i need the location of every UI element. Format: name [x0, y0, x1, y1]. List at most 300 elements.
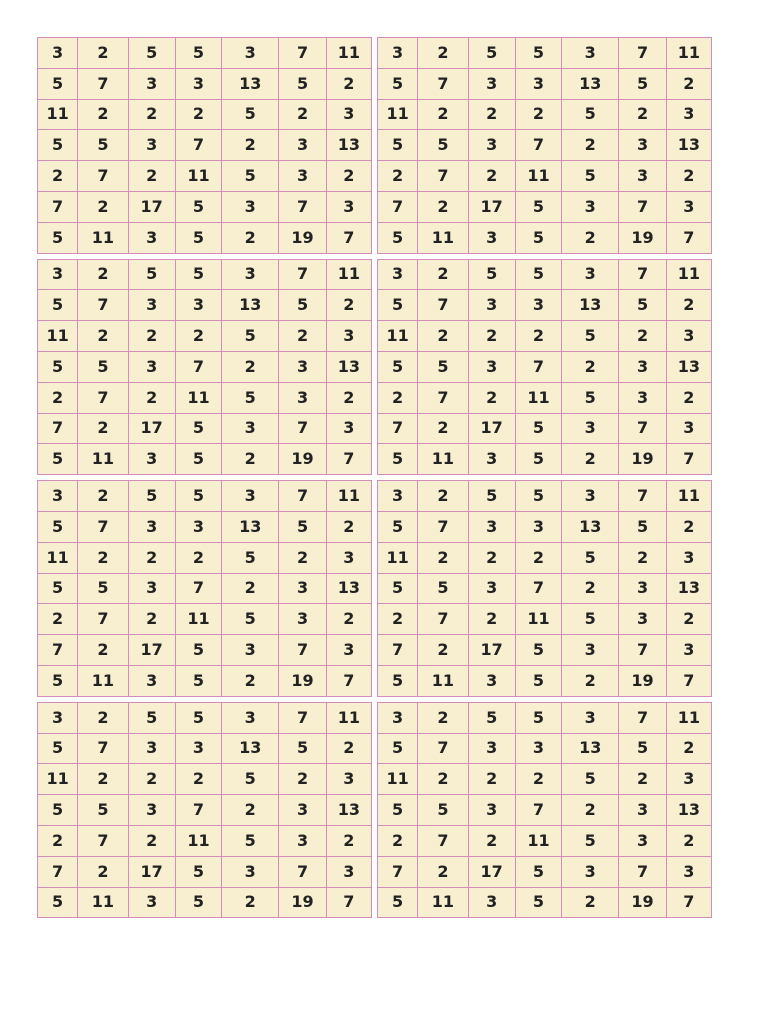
grid-cell: 5 [128, 38, 175, 69]
grid-cell: 7 [515, 795, 561, 826]
grid-row [38, 191, 372, 222]
grid-cell: 2 [378, 604, 418, 635]
grid-cell: 2 [222, 130, 279, 161]
grid-cell: 5 [279, 290, 326, 321]
grid-cell: 7 [619, 635, 666, 666]
grid-cell: 5 [418, 351, 468, 382]
grid-row [38, 887, 372, 918]
grid-cell: 17 [128, 856, 175, 887]
grid-cell: 7 [279, 635, 326, 666]
grid-row [378, 825, 712, 856]
grid-cell: 13 [666, 573, 711, 604]
grid-cell: 5 [562, 99, 619, 130]
grid-cell: 5 [468, 481, 515, 512]
grid-cell: 2 [418, 856, 468, 887]
grid-cell: 7 [326, 665, 371, 696]
grid-cell: 2 [222, 665, 279, 696]
grid-cell: 13 [666, 351, 711, 382]
grid-row [38, 222, 372, 253]
grid-cell: 3 [128, 130, 175, 161]
grid-row [378, 290, 712, 321]
grid-cell: 7 [418, 161, 468, 192]
number-grid-panel [377, 480, 712, 697]
grid-cell: 7 [666, 222, 711, 253]
grid-cell: 3 [619, 573, 666, 604]
grid-row [378, 130, 712, 161]
grid-cell: 3 [562, 702, 619, 733]
grid-cell: 13 [562, 290, 619, 321]
grid-cell: 5 [515, 635, 561, 666]
grid-cell: 17 [468, 413, 515, 444]
grid-cell: 2 [515, 542, 561, 573]
grid-cell: 7 [279, 702, 326, 733]
grid-cell: 3 [38, 481, 78, 512]
grid-cell: 3 [515, 290, 561, 321]
grid-cell: 19 [619, 222, 666, 253]
grid-cell: 2 [128, 161, 175, 192]
grid-cell: 5 [222, 99, 279, 130]
grid-cell: 2 [128, 382, 175, 413]
grid-row [38, 733, 372, 764]
grid-cell: 11 [515, 382, 561, 413]
grid-cell: 19 [279, 444, 326, 475]
grid-cell: 3 [38, 259, 78, 290]
grid-cell: 2 [378, 161, 418, 192]
grid-cell: 3 [515, 68, 561, 99]
grid-row [38, 665, 372, 696]
grid-cell: 5 [38, 444, 78, 475]
grid-row [38, 635, 372, 666]
grid-cell: 3 [175, 511, 221, 542]
grid-cell: 7 [175, 795, 221, 826]
panel-row [37, 480, 713, 697]
grid-cell: 5 [222, 321, 279, 352]
grid-cell: 2 [128, 604, 175, 635]
grid-row [378, 191, 712, 222]
grid-cell: 3 [279, 161, 326, 192]
grid-cell: 11 [78, 444, 128, 475]
grid-cell: 2 [222, 573, 279, 604]
grid-cell: 5 [418, 130, 468, 161]
grid-cell: 7 [78, 825, 128, 856]
grid-cell: 2 [418, 635, 468, 666]
grid-cell: 3 [619, 161, 666, 192]
grid-cell: 5 [175, 259, 221, 290]
grid-cell: 3 [468, 733, 515, 764]
grid-cell: 13 [562, 733, 619, 764]
grid-cell: 5 [378, 665, 418, 696]
grid-cell: 2 [222, 222, 279, 253]
grid-cell: 2 [38, 604, 78, 635]
grid-cell: 5 [175, 38, 221, 69]
grid-cell: 13 [326, 795, 371, 826]
grid-cell: 2 [418, 259, 468, 290]
grid-cell: 3 [468, 665, 515, 696]
grid-cell: 5 [222, 542, 279, 573]
grid-cell: 19 [619, 887, 666, 918]
grid-cell: 11 [666, 38, 711, 69]
grid-row [38, 702, 372, 733]
grid-cell: 3 [222, 191, 279, 222]
grid-cell: 7 [619, 38, 666, 69]
grid-cell: 13 [222, 511, 279, 542]
grid-cell: 2 [468, 604, 515, 635]
grid-cell: 5 [562, 321, 619, 352]
grid-cell: 5 [515, 481, 561, 512]
grid-cell: 5 [222, 161, 279, 192]
grid-cell: 2 [128, 321, 175, 352]
grid-cell: 2 [279, 542, 326, 573]
grid-cell: 11 [38, 99, 78, 130]
grid-cell: 13 [326, 130, 371, 161]
grid-cell: 5 [78, 573, 128, 604]
grid-cell: 11 [418, 222, 468, 253]
grid-cell: 3 [222, 702, 279, 733]
grid-cell: 2 [378, 825, 418, 856]
grid-cell: 5 [128, 702, 175, 733]
grid-cell: 2 [128, 99, 175, 130]
grid-cell: 7 [418, 290, 468, 321]
grid-cell: 3 [279, 382, 326, 413]
grid-cell: 3 [175, 290, 221, 321]
grid-cell: 5 [222, 382, 279, 413]
grid-cell: 2 [78, 635, 128, 666]
grid-cell: 2 [418, 413, 468, 444]
grid-cell: 2 [619, 321, 666, 352]
grid-cell: 2 [175, 99, 221, 130]
grid-cell: 2 [468, 825, 515, 856]
grid-cell: 7 [175, 130, 221, 161]
grid-cell: 11 [38, 321, 78, 352]
grid-cell: 3 [128, 222, 175, 253]
grid-cell: 2 [326, 604, 371, 635]
grid-cell: 2 [562, 351, 619, 382]
grid-cell: 2 [468, 99, 515, 130]
grid-cell: 13 [222, 68, 279, 99]
grid-cell: 5 [378, 887, 418, 918]
grid-cell: 7 [78, 161, 128, 192]
grid-cell: 2 [78, 702, 128, 733]
grid-cell: 3 [468, 222, 515, 253]
grid-cell: 3 [128, 665, 175, 696]
grid-cell: 11 [326, 702, 371, 733]
grid-cell: 5 [515, 665, 561, 696]
grid-cell: 5 [222, 825, 279, 856]
grid-cell: 2 [279, 99, 326, 130]
grid-cell: 2 [562, 444, 619, 475]
grid-cell: 13 [666, 795, 711, 826]
grid-cell: 5 [222, 764, 279, 795]
grid-cell: 5 [619, 68, 666, 99]
grid-cell: 19 [619, 665, 666, 696]
grid-cell: 5 [78, 130, 128, 161]
grid-cell: 2 [468, 542, 515, 573]
grid-cell: 5 [515, 259, 561, 290]
grid-cell: 13 [562, 68, 619, 99]
grid-cell: 3 [222, 481, 279, 512]
grid-cell: 3 [666, 764, 711, 795]
grid-row [378, 68, 712, 99]
grid-cell: 2 [619, 542, 666, 573]
number-grid-panel [377, 702, 712, 919]
grid-cell: 7 [418, 604, 468, 635]
grid-cell: 2 [468, 382, 515, 413]
grid-cell: 2 [418, 702, 468, 733]
grid-cell: 3 [619, 382, 666, 413]
grid-cell: 5 [515, 222, 561, 253]
grid-cell: 2 [222, 351, 279, 382]
grid-cell: 3 [326, 413, 371, 444]
grid-cell: 5 [279, 68, 326, 99]
grid-cell: 13 [326, 351, 371, 382]
grid-row [38, 481, 372, 512]
grid-cell: 7 [418, 382, 468, 413]
grid-cell: 2 [222, 444, 279, 475]
grid-cell: 3 [128, 68, 175, 99]
grid-cell: 2 [279, 764, 326, 795]
grid-cell: 2 [175, 764, 221, 795]
grid-row [378, 99, 712, 130]
grid-cell: 2 [78, 542, 128, 573]
grid-cell: 11 [326, 38, 371, 69]
grid-cell: 7 [378, 413, 418, 444]
grid-cell: 3 [128, 795, 175, 826]
grid-cell: 2 [666, 604, 711, 635]
grid-cell: 3 [38, 38, 78, 69]
grid-cell: 2 [515, 99, 561, 130]
grid-cell: 13 [666, 130, 711, 161]
grid-cell: 2 [78, 259, 128, 290]
grid-row [378, 382, 712, 413]
number-grid-panel [37, 702, 372, 919]
grid-cell: 3 [468, 795, 515, 826]
grid-cell: 2 [326, 825, 371, 856]
grid-cell: 17 [468, 191, 515, 222]
grid-row [38, 68, 372, 99]
grid-cell: 19 [279, 665, 326, 696]
grid-cell: 2 [666, 382, 711, 413]
number-grid-panel [37, 480, 372, 697]
grid-cell: 3 [515, 511, 561, 542]
grid-row [38, 99, 372, 130]
grid-cell: 5 [38, 665, 78, 696]
grid-cell: 2 [326, 733, 371, 764]
grid-cell: 5 [378, 444, 418, 475]
grid-cell: 7 [78, 68, 128, 99]
grid-cell: 3 [562, 191, 619, 222]
grid-row [38, 573, 372, 604]
grid-row [378, 665, 712, 696]
grid-cell: 5 [38, 795, 78, 826]
grid-cell: 5 [562, 382, 619, 413]
grid-cell: 11 [175, 161, 221, 192]
grid-cell: 5 [515, 856, 561, 887]
grid-cell: 2 [562, 130, 619, 161]
grid-cell: 2 [78, 38, 128, 69]
grid-cell: 11 [418, 444, 468, 475]
grid-row [378, 161, 712, 192]
grid-cell: 5 [38, 222, 78, 253]
grid-cell: 7 [279, 191, 326, 222]
grid-cell: 5 [175, 444, 221, 475]
grid-cell: 5 [175, 887, 221, 918]
grid-cell: 11 [78, 222, 128, 253]
grid-cell: 2 [326, 382, 371, 413]
grid-row [378, 887, 712, 918]
grid-cell: 5 [378, 130, 418, 161]
grid-cell: 3 [378, 481, 418, 512]
grid-cell: 5 [175, 702, 221, 733]
grid-cell: 3 [128, 290, 175, 321]
grid-cell: 5 [515, 191, 561, 222]
grid-row [38, 382, 372, 413]
grid-cell: 3 [468, 444, 515, 475]
grid-cell: 5 [468, 259, 515, 290]
grid-cell: 3 [619, 795, 666, 826]
grid-row [378, 481, 712, 512]
number-grid-panel [377, 37, 712, 254]
grid-cell: 5 [515, 887, 561, 918]
number-grid-panel [377, 259, 712, 476]
grid-row [378, 733, 712, 764]
grid-cell: 2 [666, 290, 711, 321]
grid-cell: 2 [78, 413, 128, 444]
grid-cell: 7 [515, 573, 561, 604]
grid-cell: 11 [78, 665, 128, 696]
grid-cell: 2 [78, 764, 128, 795]
grid-cell: 3 [619, 825, 666, 856]
grid-cell: 3 [468, 511, 515, 542]
grid-cell: 7 [279, 38, 326, 69]
grid-cell: 11 [418, 887, 468, 918]
grid-row [378, 351, 712, 382]
grid-cell: 2 [666, 68, 711, 99]
grid-cell: 5 [562, 825, 619, 856]
grid-cell: 11 [378, 764, 418, 795]
grid-cell: 7 [619, 481, 666, 512]
grid-cell: 19 [619, 444, 666, 475]
panel-row [37, 259, 713, 476]
grid-cell: 5 [562, 604, 619, 635]
grid-cell: 5 [38, 351, 78, 382]
grid-cell: 7 [619, 702, 666, 733]
grid-cell: 5 [515, 413, 561, 444]
grid-cell: 2 [562, 222, 619, 253]
grid-cell: 3 [378, 259, 418, 290]
grid-cell: 3 [175, 68, 221, 99]
grid-row [378, 604, 712, 635]
grid-cell: 7 [515, 130, 561, 161]
grid-cell: 5 [175, 222, 221, 253]
grid-cell: 3 [128, 573, 175, 604]
grid-cell: 11 [378, 321, 418, 352]
grid-cell: 5 [175, 856, 221, 887]
grid-cell: 5 [175, 413, 221, 444]
grid-cell: 5 [378, 290, 418, 321]
grid-cell: 11 [326, 481, 371, 512]
grid-row [378, 542, 712, 573]
grid-cell: 3 [562, 38, 619, 69]
grid-cell: 2 [175, 321, 221, 352]
grid-cell: 2 [562, 573, 619, 604]
grid-row [378, 259, 712, 290]
grid-cell: 5 [378, 351, 418, 382]
grid-cell: 17 [468, 856, 515, 887]
puzzle-sheet [37, 37, 713, 923]
grid-cell: 7 [279, 259, 326, 290]
grid-cell: 3 [468, 573, 515, 604]
grid-cell: 2 [326, 161, 371, 192]
grid-cell: 3 [326, 321, 371, 352]
grid-cell: 2 [418, 542, 468, 573]
grid-cell: 3 [222, 856, 279, 887]
grid-cell: 5 [619, 511, 666, 542]
grid-row [38, 413, 372, 444]
grid-cell: 2 [619, 764, 666, 795]
grid-cell: 13 [562, 511, 619, 542]
grid-cell: 5 [78, 351, 128, 382]
grid-cell: 3 [175, 733, 221, 764]
grid-cell: 5 [279, 511, 326, 542]
grid-cell: 5 [128, 481, 175, 512]
grid-cell: 13 [222, 290, 279, 321]
grid-cell: 5 [515, 38, 561, 69]
grid-cell: 3 [468, 68, 515, 99]
grid-row [38, 856, 372, 887]
grid-cell: 5 [378, 573, 418, 604]
grid-cell: 7 [378, 191, 418, 222]
grid-cell: 17 [128, 635, 175, 666]
grid-cell: 3 [279, 573, 326, 604]
grid-cell: 5 [38, 130, 78, 161]
grid-cell: 7 [78, 733, 128, 764]
grid-cell: 11 [515, 161, 561, 192]
grid-cell: 3 [222, 635, 279, 666]
grid-cell: 5 [378, 795, 418, 826]
grid-cell: 7 [78, 290, 128, 321]
grid-cell: 3 [279, 604, 326, 635]
grid-cell: 7 [666, 444, 711, 475]
grid-cell: 5 [515, 702, 561, 733]
grid-row [38, 604, 372, 635]
grid-cell: 2 [326, 68, 371, 99]
grid-row [378, 635, 712, 666]
grid-cell: 19 [279, 887, 326, 918]
grid-cell: 2 [38, 825, 78, 856]
grid-cell: 11 [515, 825, 561, 856]
grid-cell: 7 [418, 733, 468, 764]
grid-row [38, 511, 372, 542]
grid-cell: 3 [326, 856, 371, 887]
grid-row [38, 764, 372, 795]
grid-cell: 5 [515, 444, 561, 475]
grid-cell: 7 [175, 573, 221, 604]
grid-cell: 2 [326, 290, 371, 321]
grid-cell: 2 [468, 161, 515, 192]
grid-cell: 11 [666, 259, 711, 290]
grid-cell: 2 [418, 764, 468, 795]
grid-cell: 3 [562, 481, 619, 512]
grid-cell: 3 [326, 99, 371, 130]
grid-cell: 3 [666, 635, 711, 666]
grid-cell: 3 [279, 795, 326, 826]
grid-cell: 2 [515, 321, 561, 352]
grid-cell: 19 [279, 222, 326, 253]
grid-cell: 2 [666, 511, 711, 542]
grid-cell: 2 [666, 733, 711, 764]
grid-row [378, 413, 712, 444]
grid-cell: 5 [78, 795, 128, 826]
